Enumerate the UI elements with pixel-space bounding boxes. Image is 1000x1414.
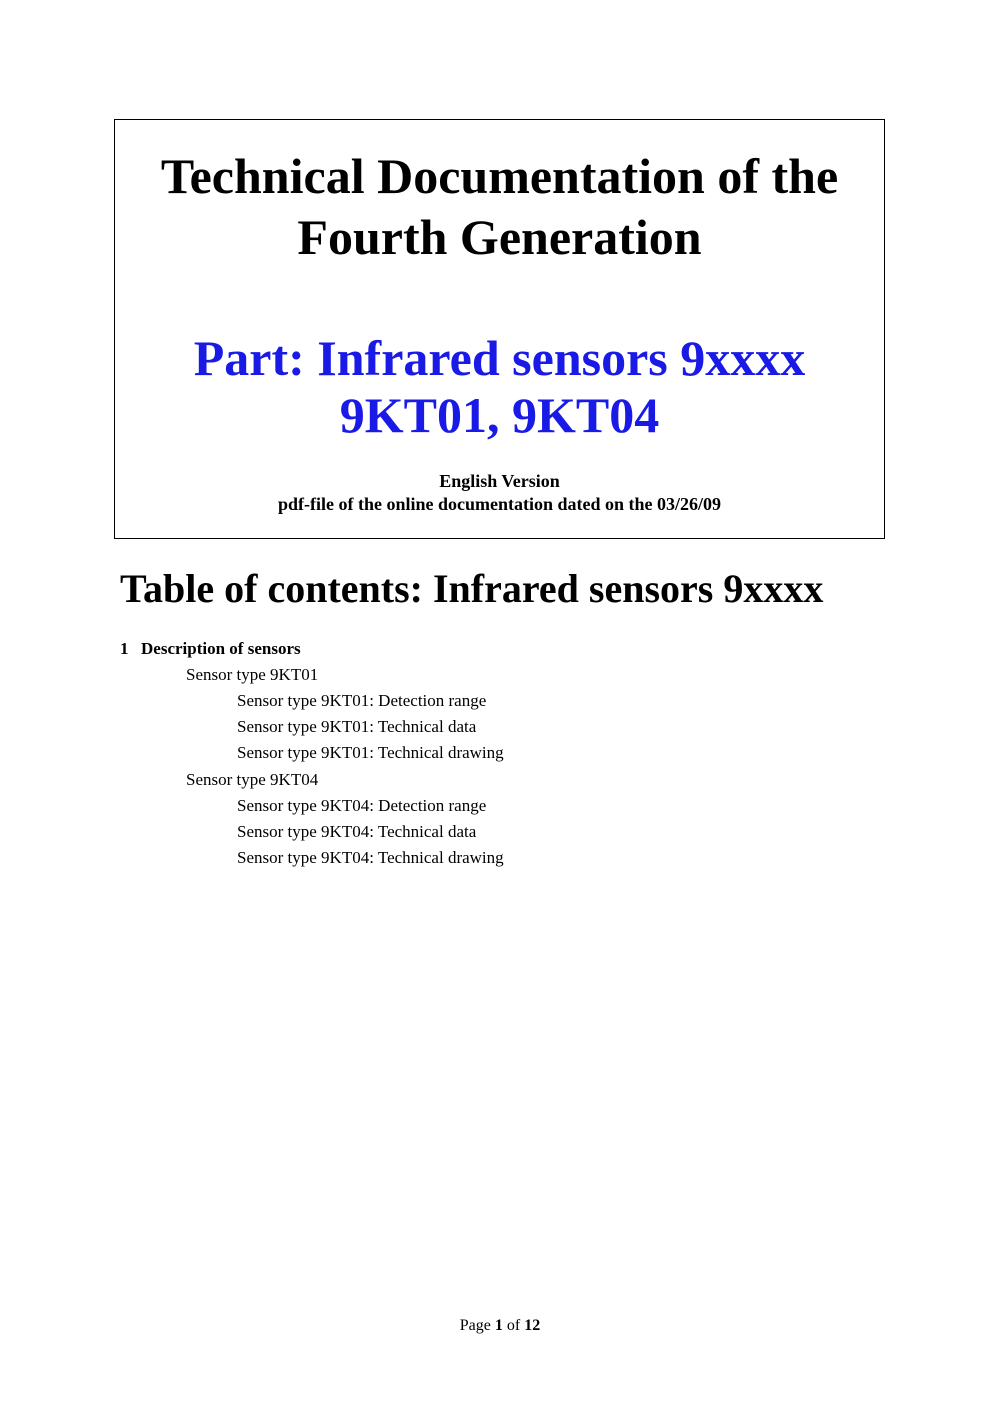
toc-entry-9kt04-detection-range[interactable]: Sensor type 9KT04: Detection range bbox=[237, 796, 487, 815]
toc-entry-sensor-9kt04[interactable]: Sensor type 9KT04 bbox=[186, 770, 319, 789]
documentation-date: pdf-file of the online documentation dated on the 03/26/09 bbox=[277, 494, 721, 514]
title-line-2: Fourth Generation bbox=[297, 209, 702, 265]
toc-heading: Table of contents: Infrared sensors 9xxxx bbox=[120, 566, 824, 611]
toc-section-number: 1 bbox=[120, 639, 129, 658]
toc-section-label: Description of sensors bbox=[141, 639, 301, 658]
title-line-1: Technical Documentation of the bbox=[160, 148, 839, 204]
toc-entry-9kt01-technical-drawing[interactable]: Sensor type 9KT01: Technical drawing bbox=[237, 743, 504, 762]
toc-entry-9kt04-technical-data[interactable]: Sensor type 9KT04: Technical data bbox=[237, 822, 477, 841]
toc-entry-sensor-9kt01[interactable]: Sensor type 9KT01 bbox=[186, 665, 319, 684]
current-page-number: 1 bbox=[494, 1317, 503, 1334]
total-pages-number: 12 bbox=[524, 1317, 541, 1334]
page-prefix: Page bbox=[459, 1317, 491, 1334]
toc-entry-9kt01-detection-range[interactable]: Sensor type 9KT01: Detection range bbox=[237, 691, 487, 710]
part-title-line-1: Part: Infrared sensors 9xxxx bbox=[193, 330, 806, 386]
toc-entry-9kt04-technical-drawing[interactable]: Sensor type 9KT04: Technical drawing bbox=[237, 848, 504, 867]
page-of-label: of bbox=[506, 1317, 521, 1334]
toc-section-description-of-sensors[interactable] bbox=[120, 638, 301, 660]
page-footer bbox=[0, 1316, 1000, 1336]
part-title-line-2: 9KT01, 9KT04 bbox=[339, 387, 660, 443]
version-label: English Version bbox=[439, 471, 560, 491]
toc-entry-9kt01-technical-data[interactable]: Sensor type 9KT01: Technical data bbox=[237, 717, 477, 736]
